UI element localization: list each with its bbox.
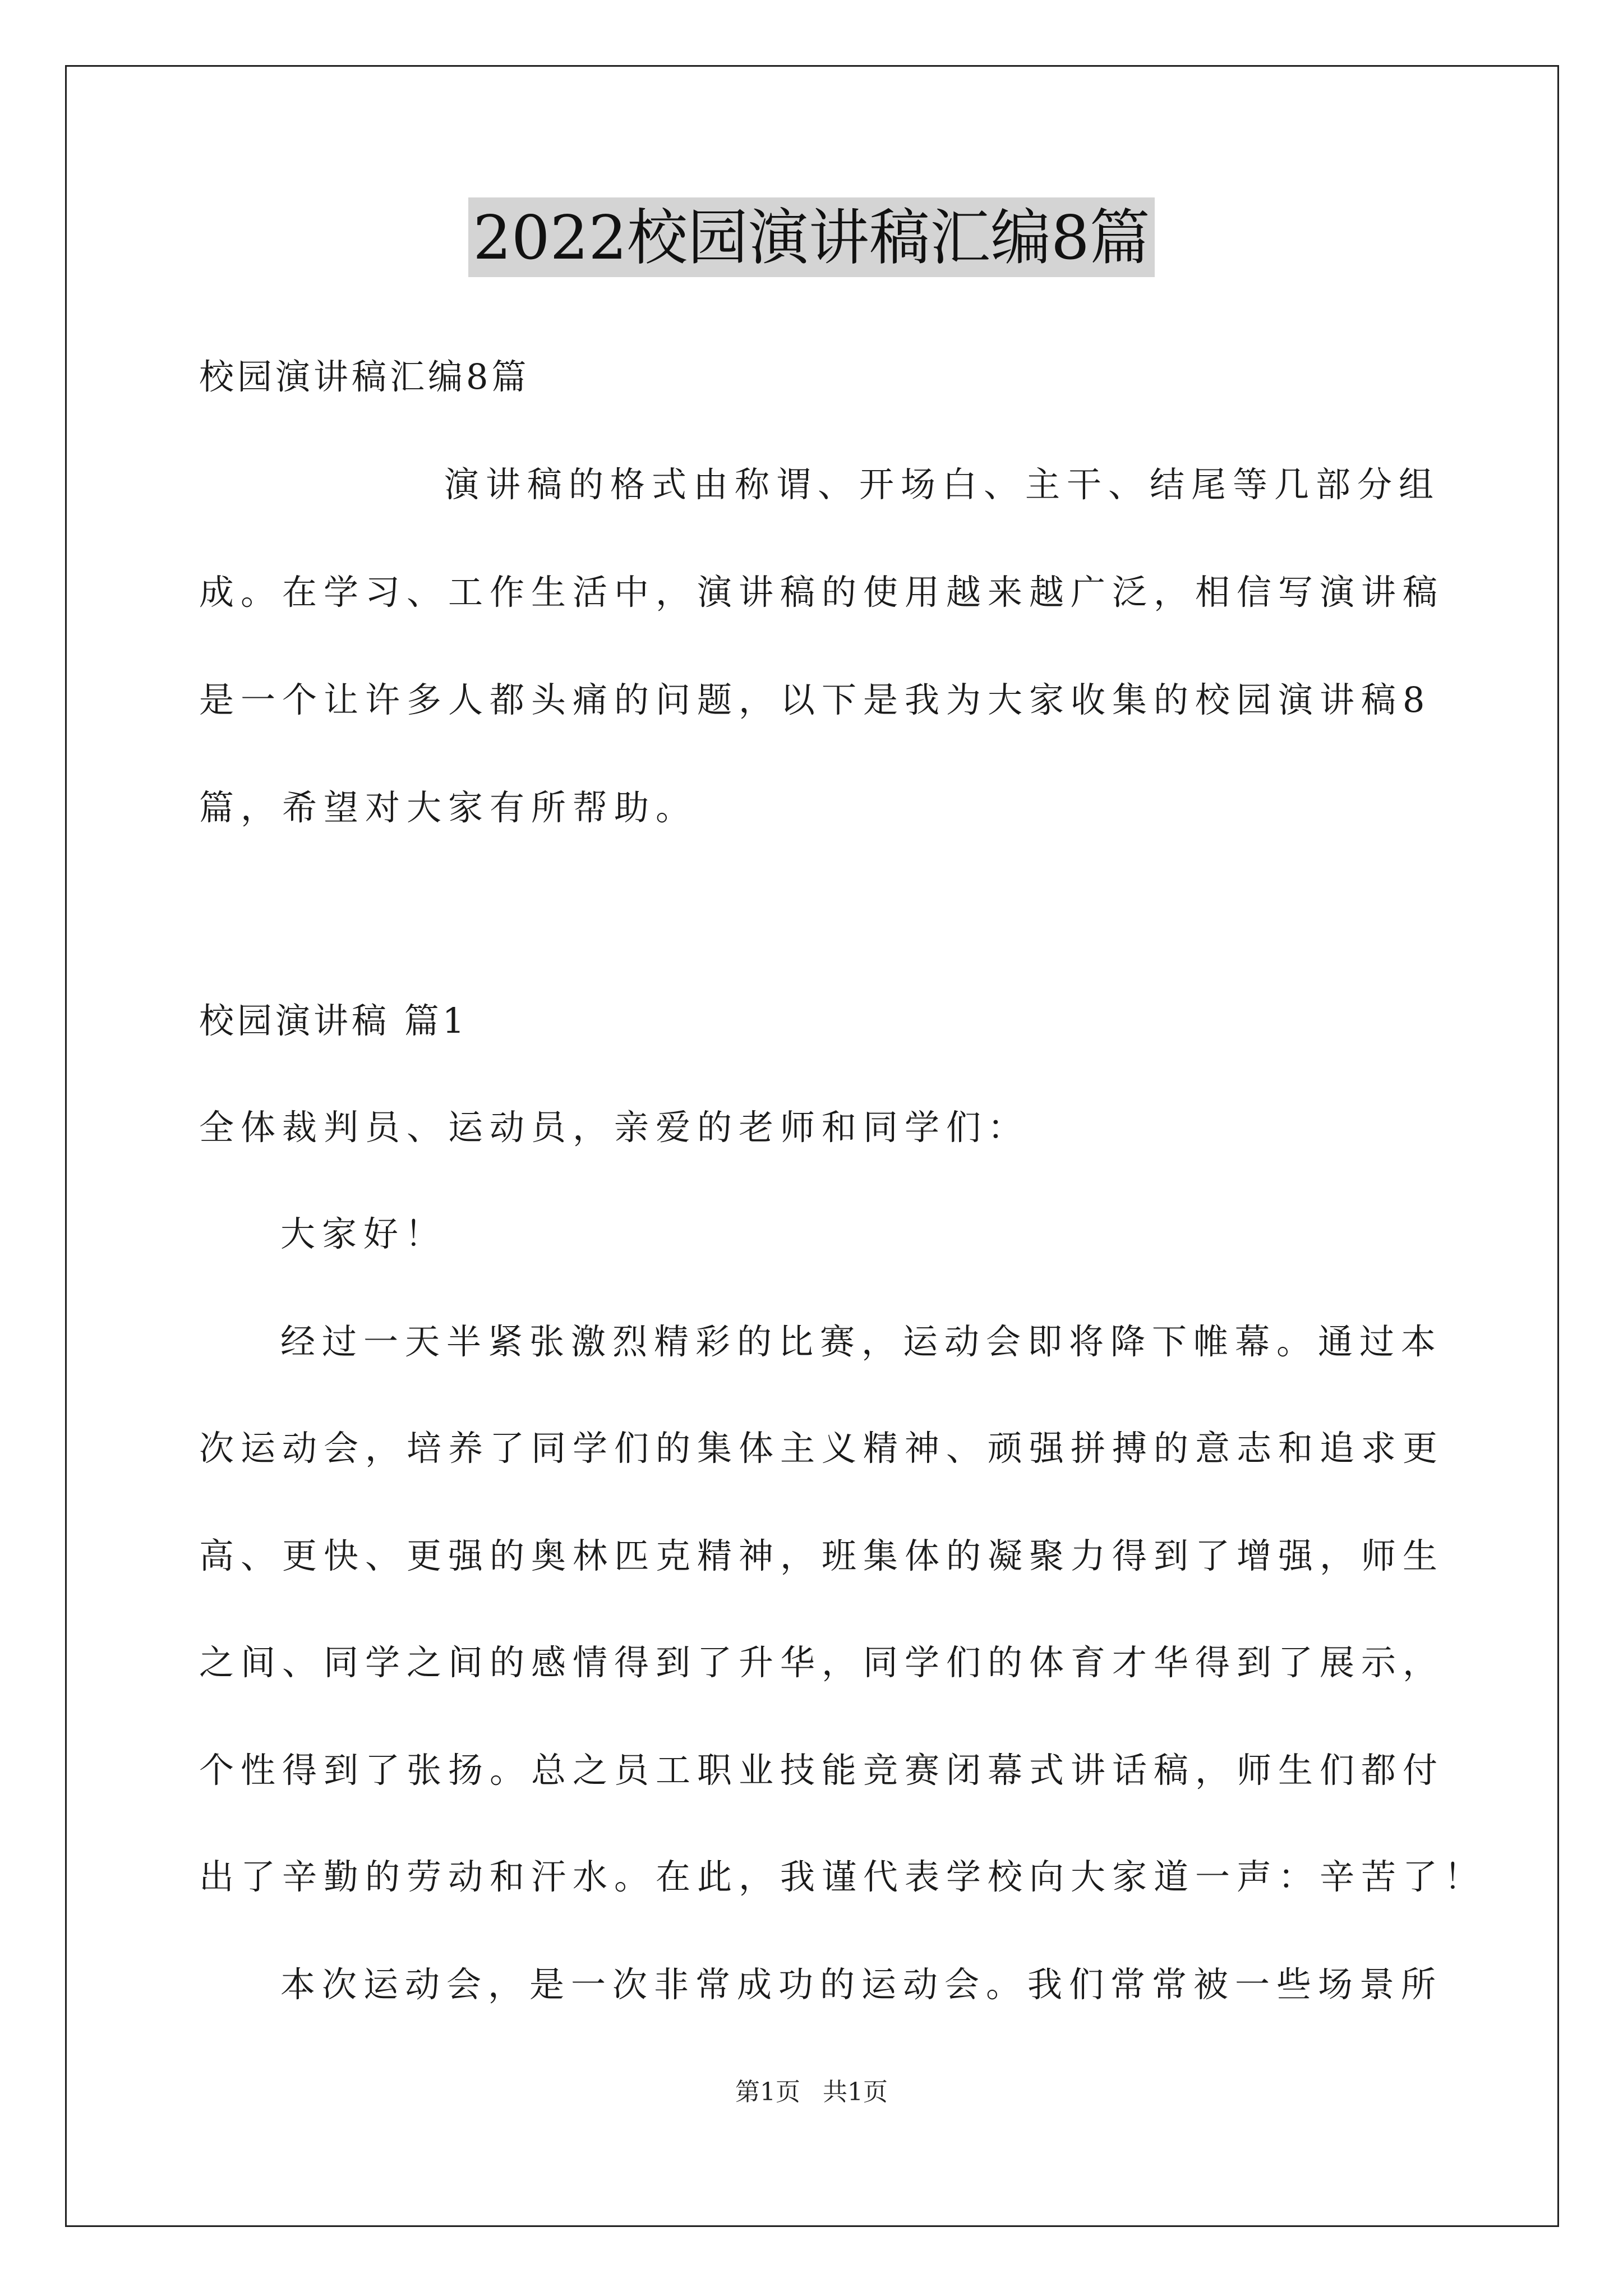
body-line: 经过一天半紧张激烈精彩的比赛，运动会即将降下帷幕。通过本	[280, 1321, 1443, 1362]
intro-line: 演讲稿的格式由称谓、开场白、主干、结尾等几部分组	[444, 464, 1441, 505]
intro-line: 成。在学习、工作生活中，演讲稿的使用越来越广泛，相信写演讲稿	[199, 572, 1445, 613]
page-number: 第1页	[735, 2078, 800, 2106]
page-footer	[0, 2077, 1623, 2108]
body-line: 个性得到了张扬。总之员工职业技能竞赛闭幕式讲话稿，师生们都付	[199, 1750, 1445, 1791]
intro-line: 篇，希望对大家有所帮助。	[199, 787, 698, 828]
body-line: 本次运动会，是一次非常成功的运动会。我们常常被一些场景所	[280, 1964, 1443, 2005]
section-heading: 校园演讲稿 篇1	[199, 1000, 468, 1041]
title-container	[0, 197, 1623, 277]
body-line: 之间、同学之间的感情得到了升华，同学们的体育才华得到了展示，	[199, 1642, 1445, 1683]
body-line: 高、更快、更强的奥林匹克精神，班集体的凝聚力得到了增强，师生	[199, 1535, 1445, 1576]
greeting: 大家好！	[280, 1213, 447, 1254]
salutation: 全体裁判员、运动员，亲爱的老师和同学们：	[199, 1107, 1030, 1148]
page-total: 共1页	[823, 2078, 888, 2106]
intro-line: 是一个让许多人都头痛的问题，以下是我为大家收集的校园演讲稿8	[199, 679, 1432, 720]
document-subtitle: 校园演讲稿汇编8篇	[199, 356, 530, 397]
body-line: 出了辛勤的劳动和汗水。在此，我谨代表学校向大家道一声：辛苦了！	[199, 1856, 1486, 1897]
body-line: 次运动会，培养了同学们的集体主义精神、顽强拼搏的意志和追求更	[199, 1428, 1445, 1469]
document-title: 2022校园演讲稿汇编8篇	[468, 197, 1155, 277]
